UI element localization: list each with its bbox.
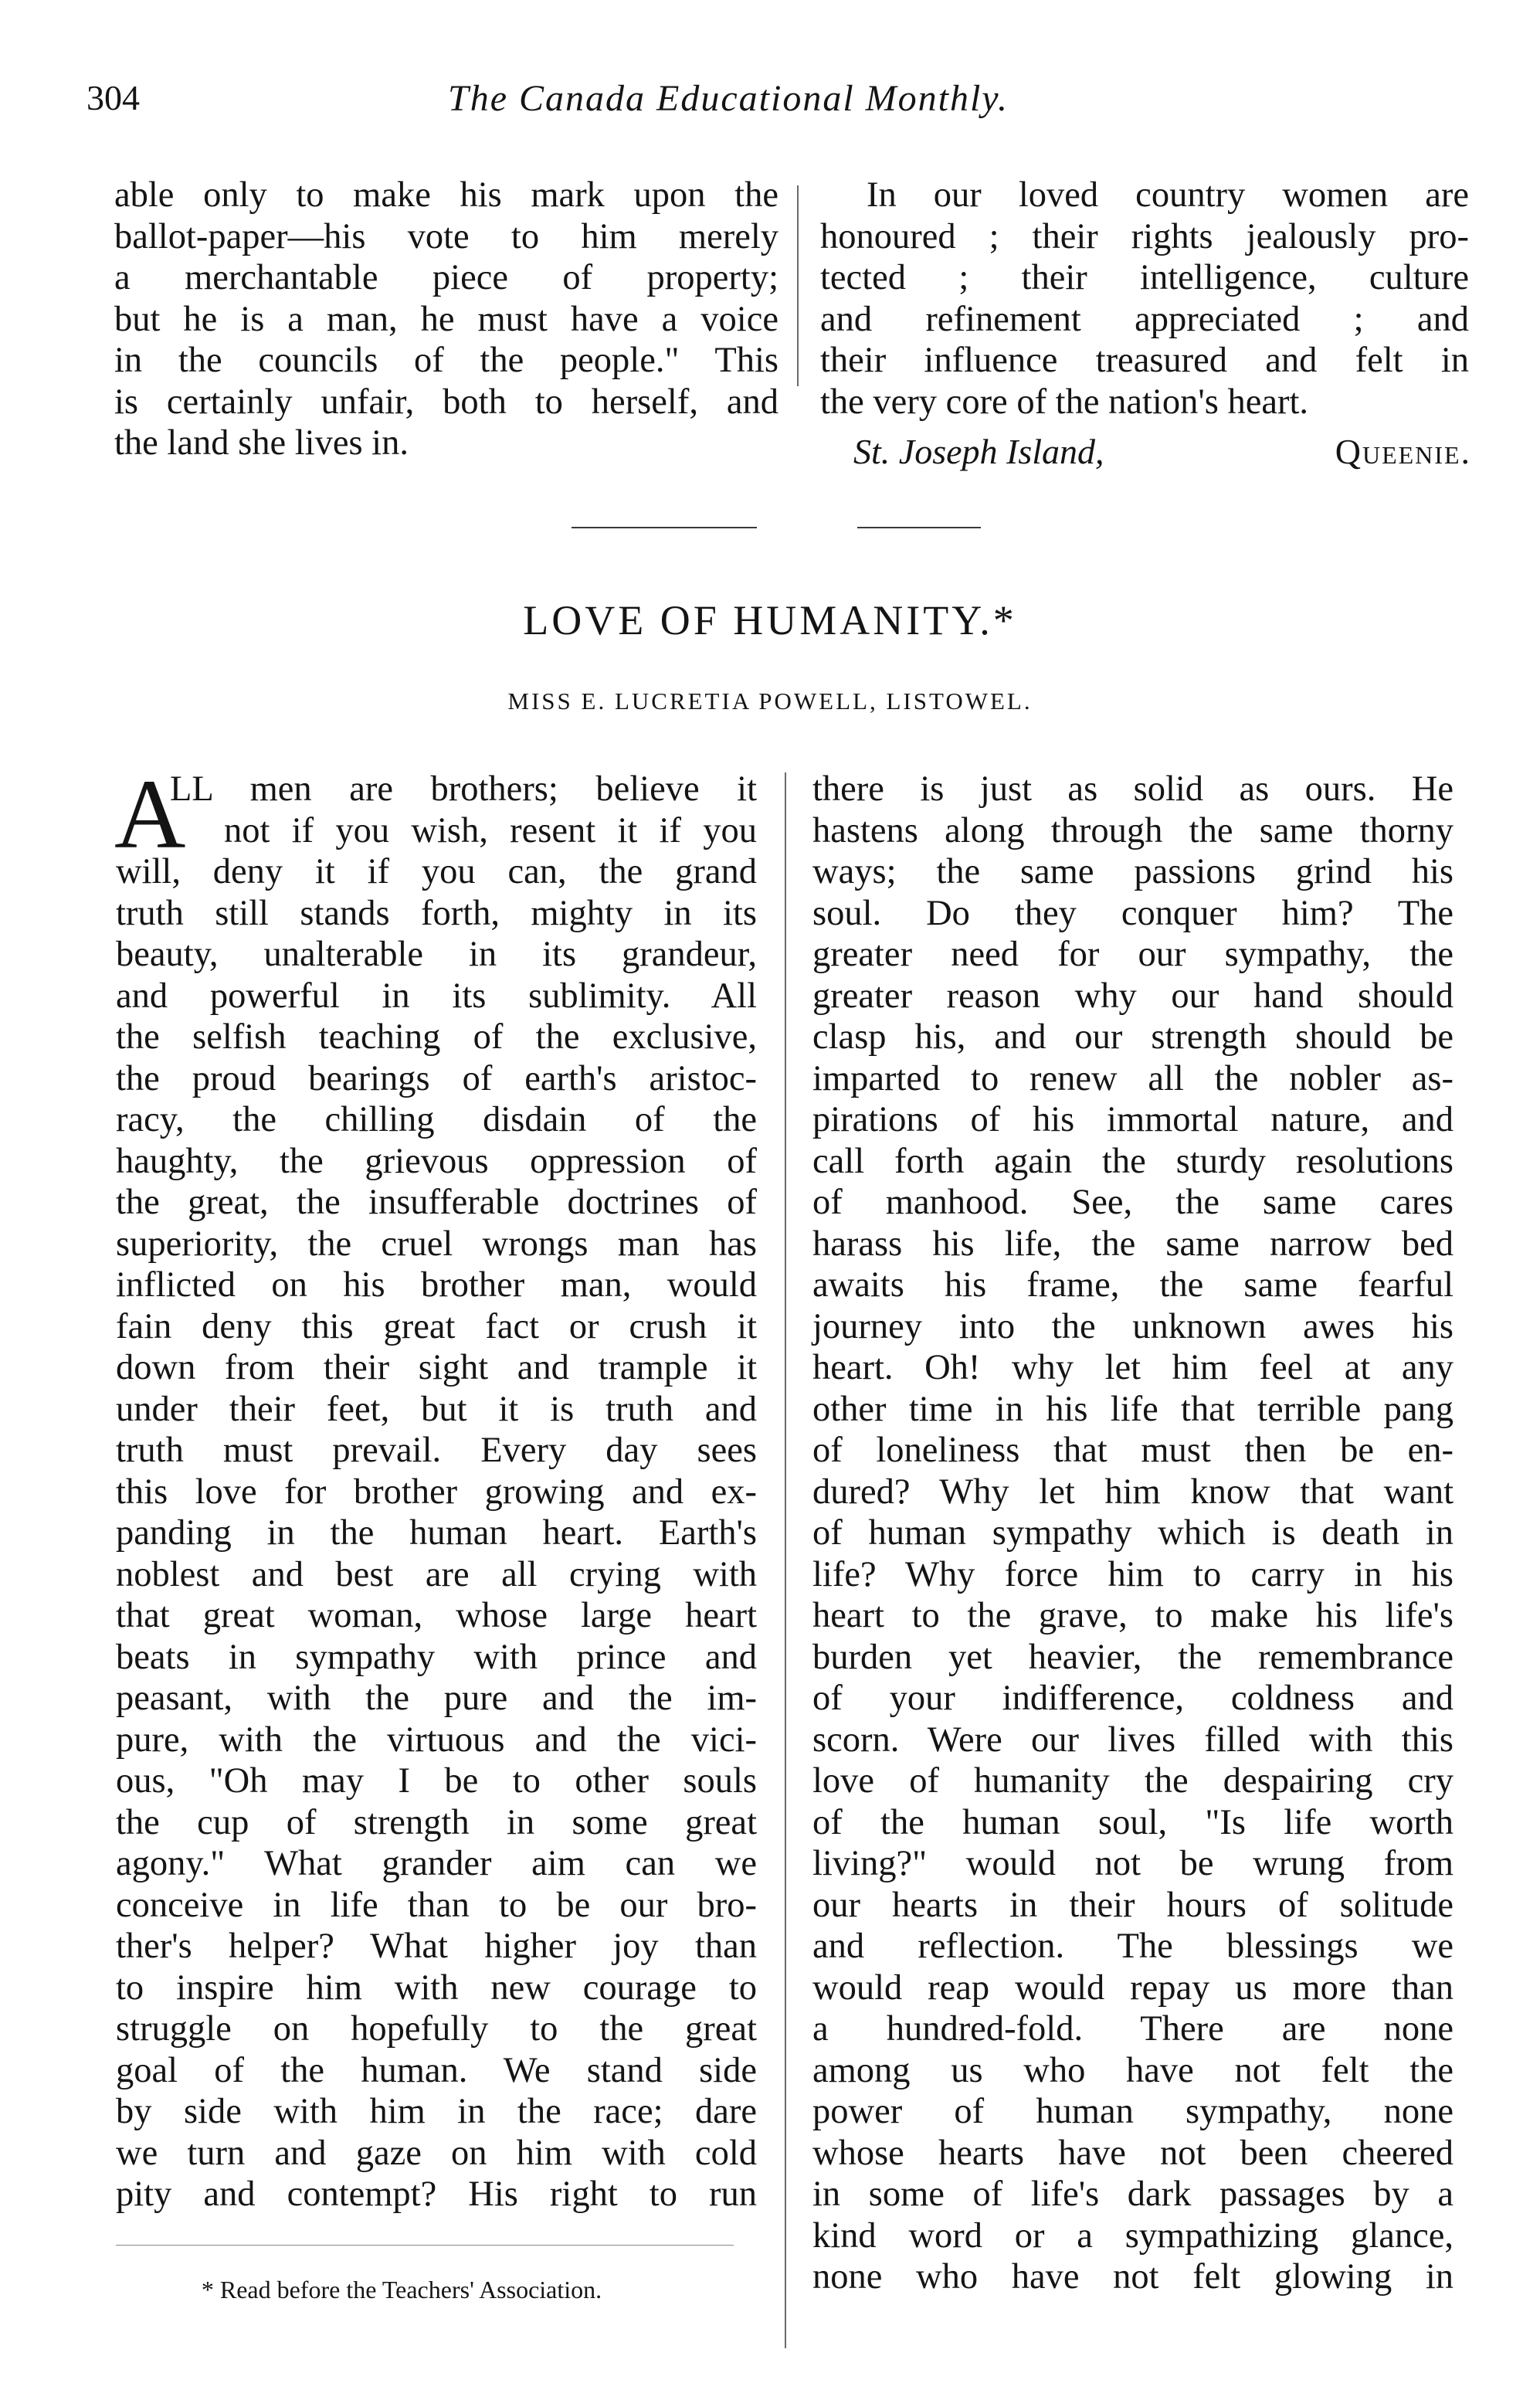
text-line: In our loved country women are bbox=[867, 175, 1469, 215]
text-line: soul. Do they conquer him? The bbox=[812, 893, 1454, 933]
text-line: our hearts in their hours of solitude bbox=[812, 1885, 1454, 1925]
text-line: ther's helper? What higher joy than bbox=[116, 1927, 757, 1966]
text-line: the great, the insufferable doctrines of bbox=[116, 1183, 757, 1222]
text-line: down from their sight and trample it bbox=[116, 1348, 757, 1387]
text-line: will, deny it if you can, the grand bbox=[116, 852, 757, 891]
text-line: pure, with the virtuous and the vici- bbox=[116, 1720, 757, 1760]
text-line: goal of the human. We stand side bbox=[116, 2050, 757, 2090]
text-line: burden yet heavier, the remembrance bbox=[812, 1637, 1454, 1677]
text-line: their influence treasured and felt in bbox=[820, 341, 1469, 380]
text-line: greater need for our sympathy, the bbox=[812, 935, 1454, 974]
text-line: heart. Oh! why let him feel at any bbox=[812, 1348, 1454, 1387]
text-line: truth still stands forth, mighty in its bbox=[116, 893, 757, 933]
text-line: there is just as solid as ours. He bbox=[812, 769, 1454, 809]
text-line: a merchantable piece of property; bbox=[114, 258, 778, 297]
text-line: of loneliness that must then be en- bbox=[812, 1431, 1454, 1470]
text-line: able only to make his mark upon the bbox=[114, 175, 778, 215]
text-line: conceive in life than to be our bro- bbox=[116, 1885, 757, 1925]
text-line: to inspire him with new courage to bbox=[116, 1967, 757, 2008]
text-line: tected ; their intelligence, culture bbox=[820, 258, 1469, 297]
section-divider bbox=[572, 527, 757, 528]
drop-cap: A bbox=[114, 759, 186, 869]
footnote-rule bbox=[116, 2245, 734, 2246]
text-line: inflicted on his brother man, would bbox=[116, 1265, 757, 1305]
text-line: dured? Why let him know that want bbox=[812, 1472, 1454, 1512]
text-line: and powerful in its sublimity. All bbox=[116, 976, 757, 1016]
text-line: honoured ; their rights jealously pro- bbox=[820, 216, 1469, 256]
text-line: power of human sympathy, none bbox=[812, 2092, 1454, 2131]
text-line: whose hearts have not been cheered bbox=[812, 2133, 1454, 2173]
prev-article-left-column bbox=[114, 175, 778, 464]
text-line: of human sympathy which is death in bbox=[812, 1513, 1454, 1553]
text-line: ways; the same passions grind his bbox=[812, 852, 1454, 891]
article-right-column bbox=[812, 769, 1454, 2298]
text-line: panding in the human heart. Earth's bbox=[116, 1513, 757, 1553]
text-line: ballot-paper—his vote to him merely bbox=[114, 216, 778, 256]
text-line: fain deny this great fact or crush it bbox=[116, 1306, 757, 1346]
text-line: superiority, the cruel wrongs man has bbox=[116, 1224, 757, 1264]
prev-article-right-column bbox=[820, 175, 1469, 423]
text-line: love of humanity the despairing cry bbox=[812, 1761, 1454, 1801]
text-line: a hundred-fold. There are none bbox=[812, 2009, 1454, 2049]
text-line: peasant, with the pure and the im- bbox=[116, 1679, 757, 1718]
text-line: life? Why force him to carry in his bbox=[812, 1554, 1454, 1594]
text-line: by side with him in the race; dare bbox=[116, 2092, 757, 2131]
text-line: of manhood. See, the same cares bbox=[812, 1183, 1454, 1222]
text-line: clasp his, and our strength should be bbox=[812, 1017, 1454, 1057]
text-line: none who have not felt glowing in bbox=[812, 2257, 1454, 2297]
text-line: struggle on hopefully to the great bbox=[116, 2009, 757, 2049]
text-line: in some of life's dark passages by a bbox=[812, 2174, 1454, 2214]
text-line: LL men are brothers; believe it bbox=[170, 769, 757, 809]
text-line: and reflection. The blessings we bbox=[812, 1927, 1454, 1966]
text-line: living?" would not be wrung from bbox=[812, 1844, 1454, 1883]
signature-author: Queenie. bbox=[1335, 432, 1471, 471]
text-line: pirations of his immortal nature, and bbox=[812, 1100, 1454, 1139]
text-line: in the councils of the people." This bbox=[114, 341, 778, 380]
text-line: is certainly unfair, both to herself, and bbox=[114, 382, 778, 422]
text-line: beats in sympathy with prince and bbox=[116, 1637, 757, 1677]
text-line: agony." What grander aim can we bbox=[116, 1844, 757, 1883]
text-line: but he is a man, he must have a voice bbox=[114, 299, 778, 339]
prev-article-signature bbox=[853, 431, 1471, 472]
text-line: hastens along through the same thorny bbox=[812, 810, 1454, 850]
text-line: we turn and gaze on him with cold bbox=[116, 2133, 757, 2173]
text-line: ous, "Oh may I be to other souls bbox=[116, 1761, 757, 1801]
text-line: call forth again the sturdy resolutions bbox=[812, 1141, 1454, 1181]
text-line: scorn. Were our lives filled with this bbox=[812, 1720, 1454, 1760]
footnote: * Read before the Teachers' Association. bbox=[201, 2276, 602, 2303]
text-line: the land she lives in. bbox=[114, 423, 409, 463]
text-line: under their feet, but it is truth and bbox=[116, 1389, 757, 1429]
text-line: the very core of the nation's heart. bbox=[820, 382, 1308, 422]
text-line: of the human soul, "Is life worth bbox=[812, 1802, 1454, 1842]
text-line: the selfish teaching of the exclusive, bbox=[116, 1017, 757, 1057]
text-line: the cup of strength in some great bbox=[116, 1802, 757, 1842]
text-line: haughty, the grievous oppression of bbox=[116, 1141, 757, 1181]
text-line: and refinement appreciated ; and bbox=[820, 299, 1469, 339]
text-line: awaits his frame, the same fearful bbox=[812, 1265, 1454, 1305]
top-column-divider bbox=[797, 185, 799, 386]
section-divider bbox=[857, 527, 981, 528]
text-line: noblest and best are all crying with bbox=[116, 1554, 757, 1594]
text-line: imparted to renew all the nobler as- bbox=[812, 1058, 1454, 1098]
text-line: heart to the grave, to make his life's bbox=[812, 1596, 1454, 1635]
article-byline: MISS E. LUCRETIA POWELL, LISTOWEL. bbox=[507, 687, 1033, 715]
text-line: this love for brother growing and ex- bbox=[116, 1472, 757, 1512]
text-line: truth must prevail. Every day sees bbox=[116, 1431, 757, 1470]
text-line: would reap would repay us more than bbox=[812, 1967, 1454, 2008]
text-line: that great woman, whose large heart bbox=[116, 1596, 757, 1635]
text-line: other time in his life that terrible pang bbox=[812, 1389, 1454, 1429]
article-title: LOVE OF HUMANITY.* bbox=[523, 597, 1017, 643]
text-line: harass his life, the same narrow bed bbox=[812, 1224, 1454, 1264]
text-line: greater reason why our hand should bbox=[812, 976, 1454, 1016]
text-line: of your indifference, coldness and bbox=[812, 1679, 1454, 1718]
text-line: kind word or a sympathizing glance, bbox=[812, 2215, 1454, 2256]
main-column-divider bbox=[785, 772, 786, 2348]
article-left-column bbox=[116, 769, 757, 2215]
text-line: beauty, unalterable in its grandeur, bbox=[116, 935, 757, 974]
text-line: the proud bearings of earth's aristoc- bbox=[116, 1058, 757, 1098]
text-line: among us who have not felt the bbox=[812, 2050, 1454, 2090]
journal-title: The Canada Educational Monthly. bbox=[448, 78, 1009, 119]
signature-place: St. Joseph Island, bbox=[853, 432, 1104, 471]
text-line: journey into the unknown awes his bbox=[812, 1306, 1454, 1346]
text-line: racy, the chilling disdain of the bbox=[116, 1100, 757, 1139]
text-line: not if you wish, resent it if you bbox=[224, 810, 757, 850]
page-number: 304 bbox=[86, 78, 140, 117]
text-line: pity and contempt? His right to run bbox=[116, 2174, 757, 2214]
